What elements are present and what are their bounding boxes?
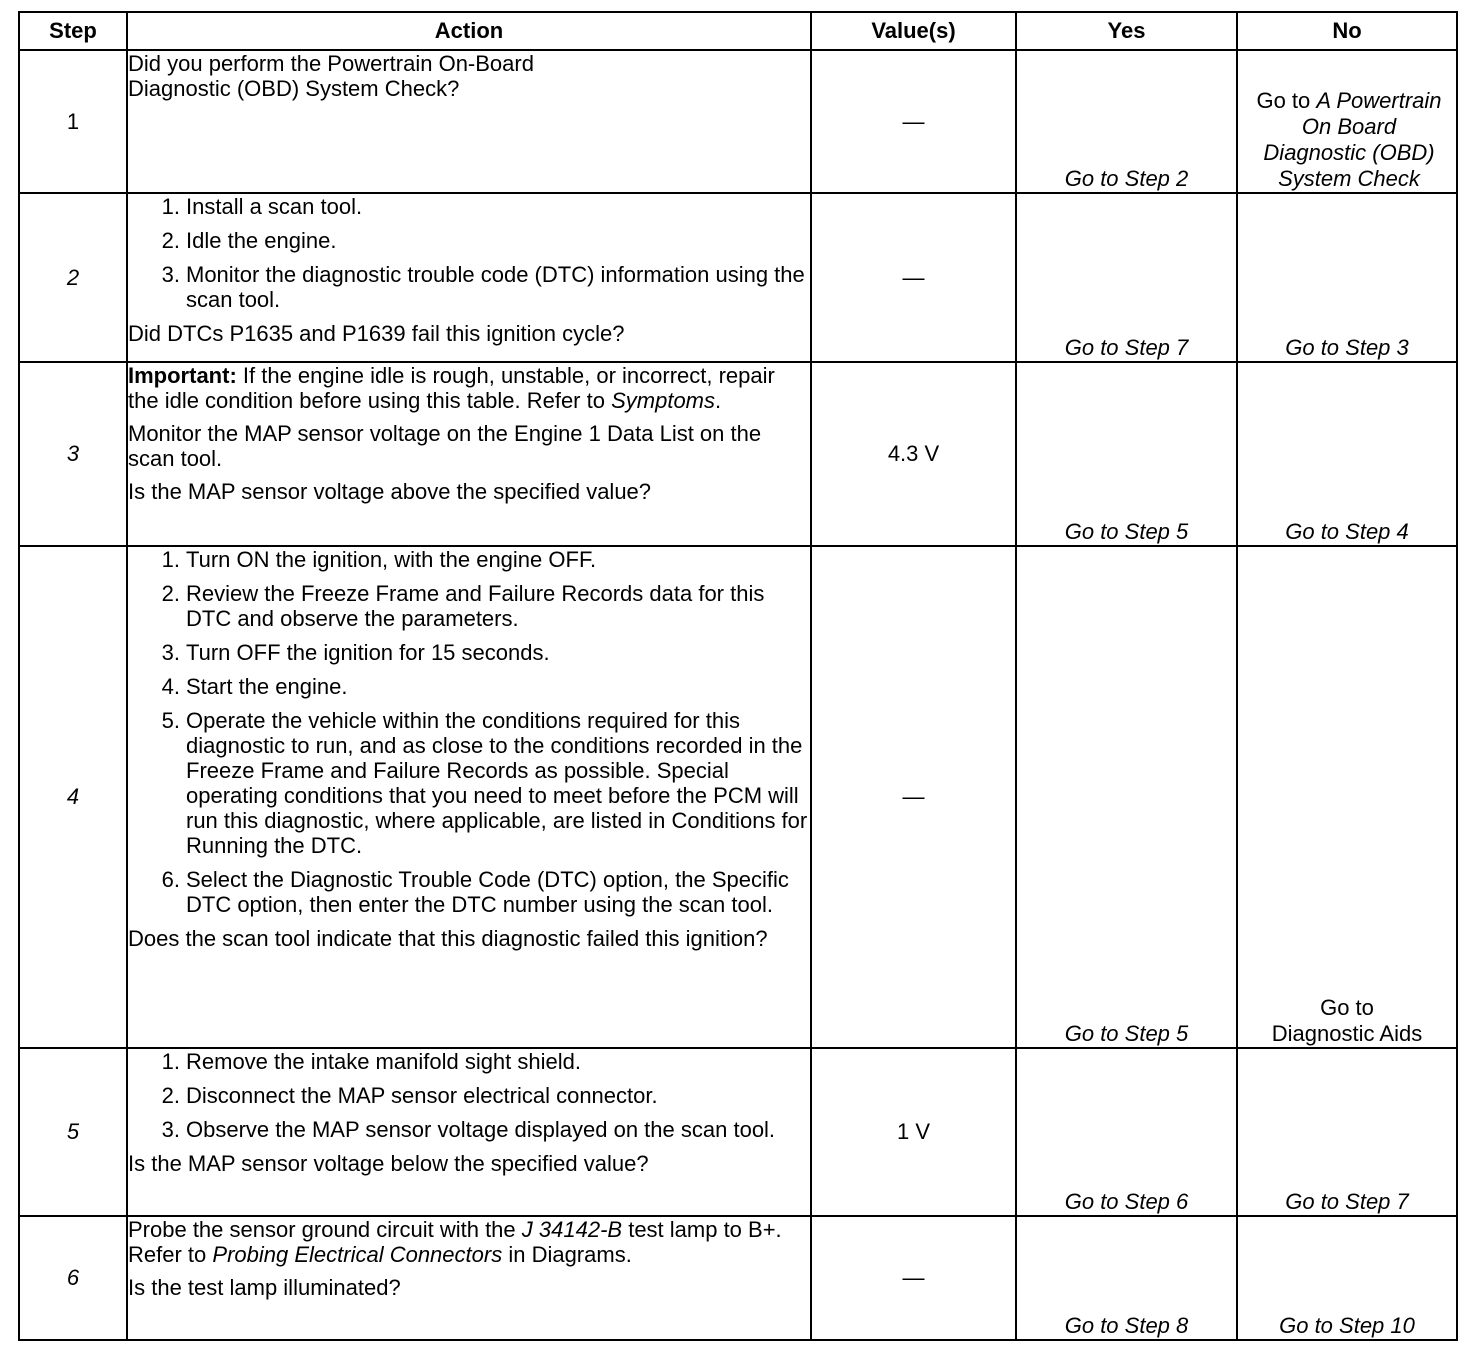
important-note: Important: If the engine idle is rough, unstable, or incorrect, repair the idle condition before using this table. Refer to Symptoms. [128, 363, 775, 413]
yes-cell: Go to Step 5 [1016, 362, 1237, 546]
table-row-step-6 [19, 1216, 1457, 1340]
action-question: Is the MAP sensor voltage below the specified value? [128, 1151, 649, 1176]
tool-reference: J 34142-B [521, 1217, 623, 1242]
table-header-row [19, 12, 1457, 50]
action-cell [127, 1048, 811, 1216]
header-action: Action [127, 12, 811, 50]
list-item: 2. Disconnect the MAP sensor electrical connector. [161, 1083, 658, 1108]
list-item: 2. Idle the engine. [161, 228, 337, 253]
header-yes: Yes [1016, 12, 1237, 50]
list-item: 4. Start the engine. [161, 674, 348, 699]
action-list [128, 547, 810, 917]
action-paragraph: Monitor the MAP sensor voltage on the Engine 1 Data List on the scan tool. [128, 421, 762, 471]
action-question: Is the test lamp illuminated? [128, 1275, 401, 1300]
symptoms-reference: Symptoms [611, 388, 716, 413]
yes-cell: Go to Step 7 [1016, 193, 1237, 362]
action-paragraph: Probe the sensor ground circuit with the J 34142-B test lamp to B+. Refer to Probing Electrical Connectors in Diagrams. [128, 1217, 782, 1267]
table-row-step-5 [19, 1048, 1457, 1216]
action-cell [127, 1216, 811, 1340]
step-number: 5 [19, 1048, 127, 1216]
step-number: 4 [19, 546, 127, 1048]
header-step: Step [19, 12, 127, 50]
action-cell [127, 546, 811, 1048]
action-question: Did DTCs P1635 and P1639 fail this ignition cycle? [128, 321, 625, 346]
list-item: 1. Remove the intake manifold sight shield. [161, 1049, 581, 1074]
value-cell: — [811, 50, 1016, 193]
no-cell: Go to Step 4 [1237, 362, 1457, 546]
header-values: Value(s) [811, 12, 1016, 50]
action-cell [127, 193, 811, 362]
value-cell: 1 V [811, 1048, 1016, 1216]
step-number: 1 [19, 50, 127, 193]
value-cell: — [811, 546, 1016, 1048]
table-row-step-2 [19, 193, 1457, 362]
list-item: 2. Review the Freeze Frame and Failure Records data for this DTC and observe the parameters. [161, 581, 765, 631]
no-line-1: Go to [1320, 995, 1374, 1020]
value-cell: 4.3 V [811, 362, 1016, 546]
action-cell [127, 362, 811, 546]
value-cell: — [811, 1216, 1016, 1340]
no-cell [1237, 50, 1457, 193]
list-item: 3. Observe the MAP sensor voltage displayed on the scan tool. [161, 1117, 776, 1142]
action-cell [127, 50, 811, 193]
diagnostic-table [18, 11, 1458, 1341]
no-cell: Go to Step 7 [1237, 1048, 1457, 1216]
step-number: 2 [19, 193, 127, 362]
action-list [128, 194, 810, 312]
yes-cell: Go to Step 8 [1016, 1216, 1237, 1340]
action-list [128, 1049, 810, 1142]
no-cell [1237, 546, 1457, 1048]
list-item: 1. Install a scan tool. [161, 194, 363, 219]
header-no: No [1237, 12, 1457, 50]
step-number: 3 [19, 362, 127, 546]
list-item: 6. Select the Diagnostic Trouble Code (DTC) option, the Specific DTC option, then enter the DTC number using the scan tool. [161, 867, 789, 917]
no-prefix: Go to [1256, 88, 1311, 113]
yes-cell: Go to Step 5 [1016, 546, 1237, 1048]
table-row-step-3 [19, 362, 1457, 546]
list-item: 1. Turn ON the ignition, with the engine OFF. [161, 547, 597, 572]
yes-cell: Go to Step 2 [1016, 50, 1237, 193]
list-item: 3. Monitor the diagnostic trouble code (DTC) information using the scan tool. [161, 262, 805, 312]
action-question: Did you perform the Powertrain On-Board Diagnostic (OBD) System Check? [128, 51, 534, 101]
yes-cell: Go to Step 6 [1016, 1048, 1237, 1216]
probing-reference: Probing Electrical Connectors [212, 1242, 503, 1267]
no-link: A Powertrain On Board Diagnostic (OBD) System Check [1263, 88, 1442, 191]
no-cell: Go to Step 10 [1237, 1216, 1457, 1340]
no-cell: Go to Step 3 [1237, 193, 1457, 362]
diagnostic-aids-link: Diagnostic Aids [1271, 1021, 1423, 1046]
list-item: 3. Turn OFF the ignition for 15 seconds. [161, 640, 550, 665]
action-question: Does the scan tool indicate that this diagnostic failed this ignition? [128, 926, 768, 951]
step-number: 6 [19, 1216, 127, 1340]
action-question: Is the MAP sensor voltage above the specified value? [128, 479, 652, 504]
value-cell: — [811, 193, 1016, 362]
table-row-step-1 [19, 50, 1457, 193]
important-label: Important: [128, 363, 237, 388]
table-row-step-4 [19, 546, 1457, 1048]
list-item: 5. Operate the vehicle within the conditions required for this diagnostic to run, and as close to the conditions recorded in the Freeze Frame and Failure Records as possible. Special operating conditions that you need to meet before the PCM will run this diagnostic, where applicable, are listed in Conditions for Running the DTC. [161, 708, 808, 858]
